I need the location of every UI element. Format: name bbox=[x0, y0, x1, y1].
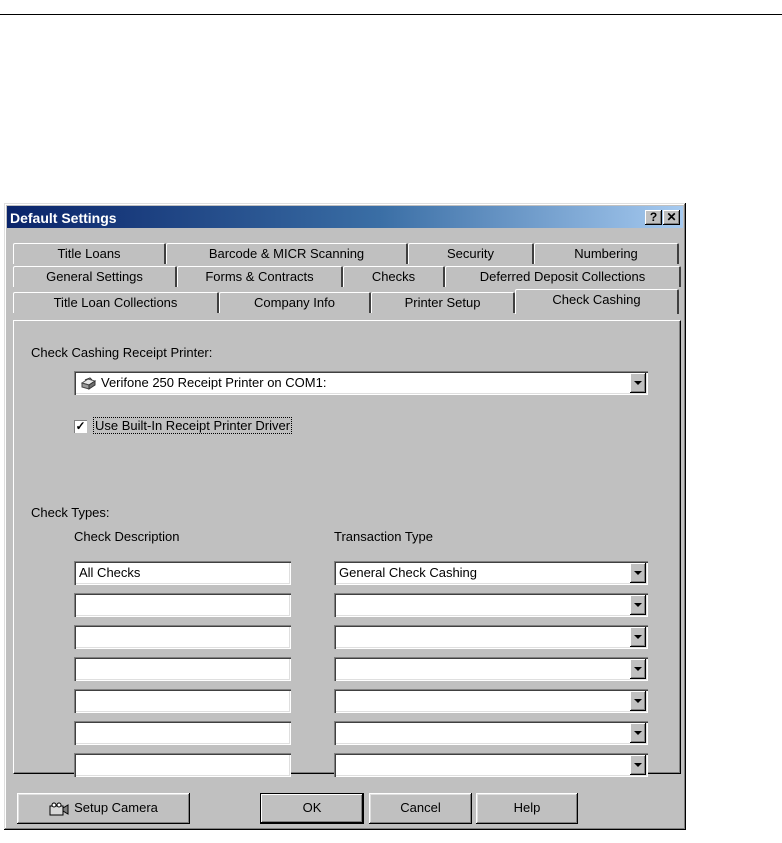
transaction-type-header: Transaction Type bbox=[334, 529, 433, 544]
window-title: Default Settings bbox=[10, 210, 117, 226]
chevron-down-icon[interactable] bbox=[630, 659, 646, 679]
printer-icon bbox=[79, 377, 97, 391]
tab-title-loans[interactable]: Title Loans bbox=[13, 243, 166, 264]
receipt-printer-value: Verifone 250 Receipt Printer on COM1: bbox=[101, 375, 327, 390]
receipt-printer-select[interactable] bbox=[74, 371, 648, 395]
chevron-down-icon[interactable] bbox=[630, 563, 646, 583]
transaction-type-select[interactable] bbox=[334, 753, 648, 777]
use-builtin-driver-checkbox[interactable]: ✓ bbox=[75, 419, 86, 433]
tab-title-loan-collections[interactable]: Title Loan Collections bbox=[13, 292, 219, 313]
top-rule bbox=[0, 14, 782, 15]
chevron-down-icon[interactable] bbox=[630, 373, 646, 393]
setup-camera-button[interactable] bbox=[17, 793, 190, 824]
transaction-type-select[interactable] bbox=[334, 721, 648, 745]
cancel-button[interactable]: Cancel bbox=[369, 793, 472, 824]
chevron-down-icon[interactable] bbox=[630, 691, 646, 711]
tab-numbering[interactable]: Numbering bbox=[534, 243, 679, 264]
transaction-type-value: General Check Cashing bbox=[339, 565, 478, 580]
transaction-type-select[interactable] bbox=[334, 657, 648, 681]
tab-row-1 bbox=[13, 243, 679, 265]
check-description-input[interactable] bbox=[74, 625, 291, 649]
chevron-down-icon[interactable] bbox=[630, 755, 646, 775]
tab-barcode-micr-scanning[interactable]: Barcode & MICR Scanning bbox=[166, 243, 408, 264]
use-builtin-driver-label[interactable]: Use Built-In Receipt Printer Driver bbox=[95, 418, 291, 433]
transaction-type-select[interactable] bbox=[334, 593, 648, 617]
setup-camera-label: Setup Camera bbox=[74, 800, 158, 815]
camera-icon bbox=[49, 802, 69, 816]
check-description-header: Check Description bbox=[74, 529, 180, 544]
tab-company-info[interactable]: Company Info bbox=[219, 292, 371, 313]
receipt-printer-label: Check Cashing Receipt Printer: bbox=[31, 345, 213, 360]
title-bar[interactable] bbox=[7, 206, 683, 228]
tab-general-settings[interactable]: General Settings bbox=[13, 266, 177, 287]
check-description-input[interactable]: All Checks bbox=[74, 561, 291, 585]
tab-security[interactable]: Security bbox=[408, 243, 534, 264]
help-button[interactable]: Help bbox=[476, 793, 578, 824]
check-description-input[interactable] bbox=[74, 689, 291, 713]
check-cashing-panel bbox=[13, 320, 681, 774]
close-icon[interactable]: ✕ bbox=[663, 210, 680, 225]
transaction-type-select[interactable] bbox=[334, 625, 648, 649]
tab-checks[interactable]: Checks bbox=[343, 266, 445, 287]
check-description-input[interactable] bbox=[74, 593, 291, 617]
chevron-down-icon[interactable] bbox=[630, 723, 646, 743]
tab-deferred-deposit-collections[interactable]: Deferred Deposit Collections bbox=[445, 266, 681, 287]
check-types-label: Check Types: bbox=[31, 505, 110, 520]
tab-check-cashing[interactable]: Check Cashing bbox=[515, 289, 679, 314]
check-description-input[interactable] bbox=[74, 657, 291, 681]
tab-row-3 bbox=[13, 292, 679, 314]
help-icon[interactable]: ? bbox=[645, 210, 662, 225]
tab-row-2 bbox=[13, 266, 679, 288]
transaction-type-select[interactable] bbox=[334, 689, 648, 713]
chevron-down-icon[interactable] bbox=[630, 595, 646, 615]
check-description-input[interactable] bbox=[74, 753, 291, 777]
transaction-type-select[interactable] bbox=[334, 561, 648, 585]
check-description-input[interactable] bbox=[74, 721, 291, 745]
chevron-down-icon[interactable] bbox=[630, 627, 646, 647]
tab-forms-contracts[interactable]: Forms & Contracts bbox=[177, 266, 343, 287]
ok-button[interactable]: OK bbox=[260, 793, 364, 824]
tab-printer-setup[interactable]: Printer Setup bbox=[371, 292, 515, 313]
default-settings-dialog bbox=[4, 203, 686, 830]
